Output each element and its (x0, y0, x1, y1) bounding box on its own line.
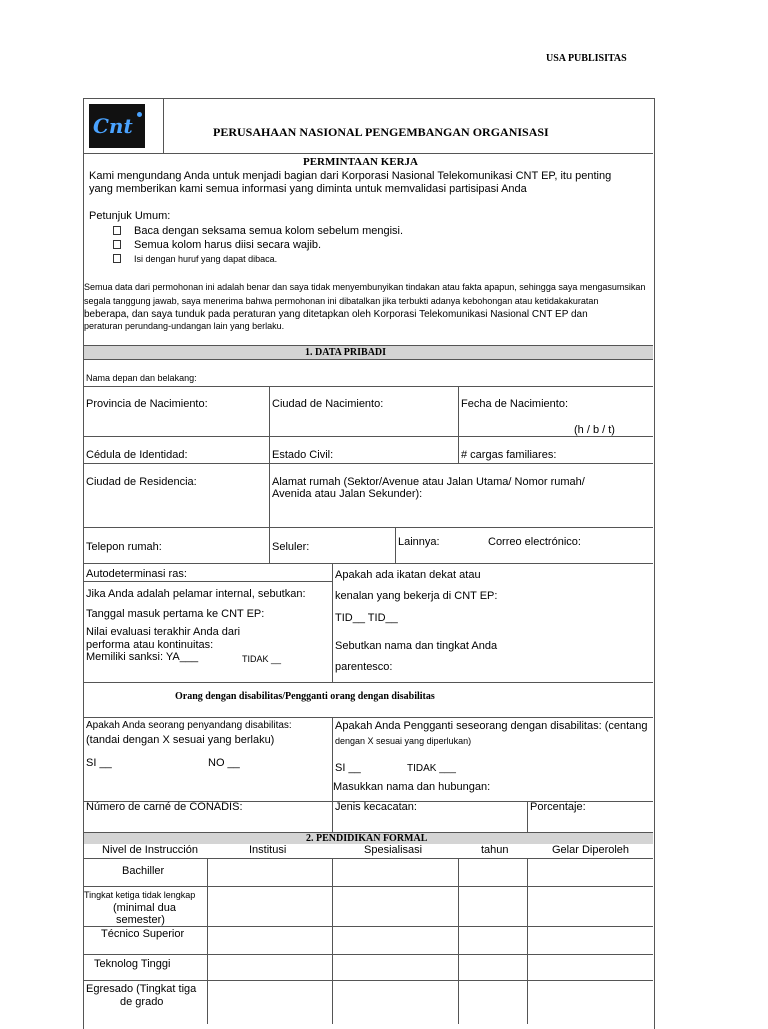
internal-label[interactable]: Jika Anda adalah pelamar internal, sebutkan: (86, 588, 306, 600)
residence-city-label[interactable]: Ciudad de Residencia: (86, 476, 197, 488)
edu-row-graduate-1: Egresado (Tingkat tiga (86, 983, 197, 995)
edu-row-tertiary-1: Tingkat ketiga tidak lengkap (84, 890, 196, 900)
instruction-2: Semua kolom harus diisi secara wajib. (134, 239, 322, 251)
disability-q1-line2: (tandai dengan X sesuai yang berlaku) (86, 734, 275, 746)
disability-q2-line2: dengan X sesuai yang diperlukan) (335, 736, 472, 746)
disability-title: Orang dengan disabilitas/Pengganti orang dengan disabilitas (175, 691, 435, 702)
birth-date-label[interactable]: Fecha de Nacimiento: (461, 398, 568, 410)
edu-row-technical: Técnico Superior (101, 928, 185, 940)
bullet-box (113, 240, 121, 249)
instruction-1: Baca dengan seksama semua kolom sebelum mengisi. (134, 225, 404, 237)
home-phone-label[interactable]: Telepon rumah: (86, 541, 162, 553)
relation-options[interactable]: TID__ TID__ (335, 612, 398, 624)
education-section-title: 2. PENDIDIKAN FORMAL (306, 833, 428, 844)
disability-no[interactable]: NO __ (208, 757, 240, 769)
disability-q2-line1[interactable]: Apakah Anda Pengganti seseorang dengan disabilitas: (centang (335, 720, 648, 732)
intro-line-1: Kami mengundang Anda untuk menjadi bagian dari Korporasi Nasional Telekomunikasi CNT EP, itu penting (89, 170, 612, 182)
edu-row-graduate-2: de grado (120, 996, 164, 1008)
civil-status-label[interactable]: Estado Civil: (272, 449, 334, 461)
eval-label-1[interactable]: Nilai evaluasi terakhir Anda dari (86, 626, 241, 638)
edu-header-institution: Institusi (249, 844, 287, 856)
relation-kin-label: parentesco: (335, 661, 393, 673)
disability-q1-line1[interactable]: Apakah Anda seorang penyandang disabilitas: (86, 720, 292, 731)
edu-row-tertiary-3: semester) (116, 914, 165, 926)
edu-row-technologist: Teknolog Tinggi (94, 958, 171, 970)
address-label-1[interactable]: Alamat rumah (Sektor/Avenue atau Jalan Utama/ Nomor rumah/ (272, 476, 585, 488)
intro-line-2: yang memberikan kami semua informasi yang diminta untuk memvalidasi partisipasi Anda (89, 183, 527, 195)
bullet-box (113, 254, 121, 263)
mobile-label[interactable]: Seluler: (272, 541, 310, 553)
org-title: PERUSAHAAN NASIONAL PENGEMBANGAN ORGANISASI (213, 125, 549, 139)
other-phone-label[interactable]: Lainnya: (398, 536, 440, 548)
dependents-label[interactable]: # cargas familiares: (461, 449, 557, 461)
edu-row-tertiary-2: (minimal dua (113, 902, 176, 914)
declaration-3: beberapa, dan saya tunduk pada peraturan yang ditetapkan oleh Korporasi Telekomunikasi Nasional CNT EP dan (84, 309, 588, 320)
sanction-no[interactable]: TIDAK __ (242, 654, 282, 664)
edu-row-bachiller: Bachiller (122, 865, 165, 877)
substitute-no[interactable]: TIDAK ___ (407, 763, 456, 774)
logo-dot (137, 112, 142, 117)
edu-header-level: Nivel de Instrucción (102, 844, 198, 856)
date-format-hint: (h / b / t) (574, 424, 615, 436)
edu-header-year: tahun (481, 844, 509, 856)
relation-name-label[interactable]: Sebutkan nama dan tingkat Anda (335, 640, 498, 652)
substitute-yes[interactable]: SI __ (335, 762, 361, 774)
publicity-label: USA PUBLISITAS (546, 53, 627, 64)
sanction-yes[interactable]: Memiliki sanksi: YA___ (86, 651, 199, 663)
declaration-4: peraturan perundang-undangan lain yang berlaku. (84, 321, 285, 331)
declaration-2: segala tanggung jawab, saya menerima bahwa permohonan ini dibatalkan jika terbukti adanya kebohongan atau ketidakakuratan (84, 296, 599, 306)
edu-header-degree: Gelar Diperoleh (552, 844, 630, 856)
edu-header-specialization: Spesialisasi (364, 844, 423, 856)
city-birth-label[interactable]: Ciudad de Nacimiento: (272, 398, 384, 410)
name-field-label[interactable]: Nama depan dan belakang: (86, 373, 197, 383)
bullet-box (113, 226, 121, 235)
disability-yes[interactable]: SI __ (86, 757, 112, 769)
province-label[interactable]: Provincia de Nacimiento: (86, 398, 208, 410)
address-label-2: Avenida atau Jalan Sekunder): (272, 488, 423, 500)
relation-label-2: kenalan yang bekerja di CNT EP: (335, 590, 498, 602)
percentage-label[interactable]: Porcentaje: (530, 801, 586, 813)
personal-section-title: 1. DATA PRIBADI (305, 347, 387, 358)
email-label[interactable]: Correo electrónico: (488, 536, 581, 548)
instruction-3: Isi dengan huruf yang dapat dibaca. (134, 254, 278, 264)
entry-date-label[interactable]: Tanggal masuk pertama ke CNT EP: (86, 608, 265, 620)
instructions-title: Petunjuk Umum: (89, 210, 171, 222)
conadis-label[interactable]: Número de carné de CONADIS: (86, 801, 243, 813)
relation-label-1[interactable]: Apakah ada ikatan dekat atau (335, 569, 481, 581)
logo-text: Cnt (93, 114, 133, 138)
eval-label-2: performa atau kontinuitas: (86, 639, 214, 651)
declaration-1: Semua data dari permohonan ini adalah benar dan saya tidak menyembunyikan tindakan atau fakta apapun, sehingga saya mengasumsikan (84, 282, 646, 292)
enter-name-label[interactable]: Masukkan nama dan hubungan: (333, 781, 491, 793)
ethnicity-label[interactable]: Autodeterminasi ras: (86, 568, 187, 580)
id-card-label[interactable]: Cédula de Identidad: (86, 449, 188, 461)
request-title: PERMINTAAN KERJA (303, 156, 418, 168)
cnt-logo (89, 104, 145, 148)
disability-type-label[interactable]: Jenis kecacatan: (335, 801, 417, 813)
